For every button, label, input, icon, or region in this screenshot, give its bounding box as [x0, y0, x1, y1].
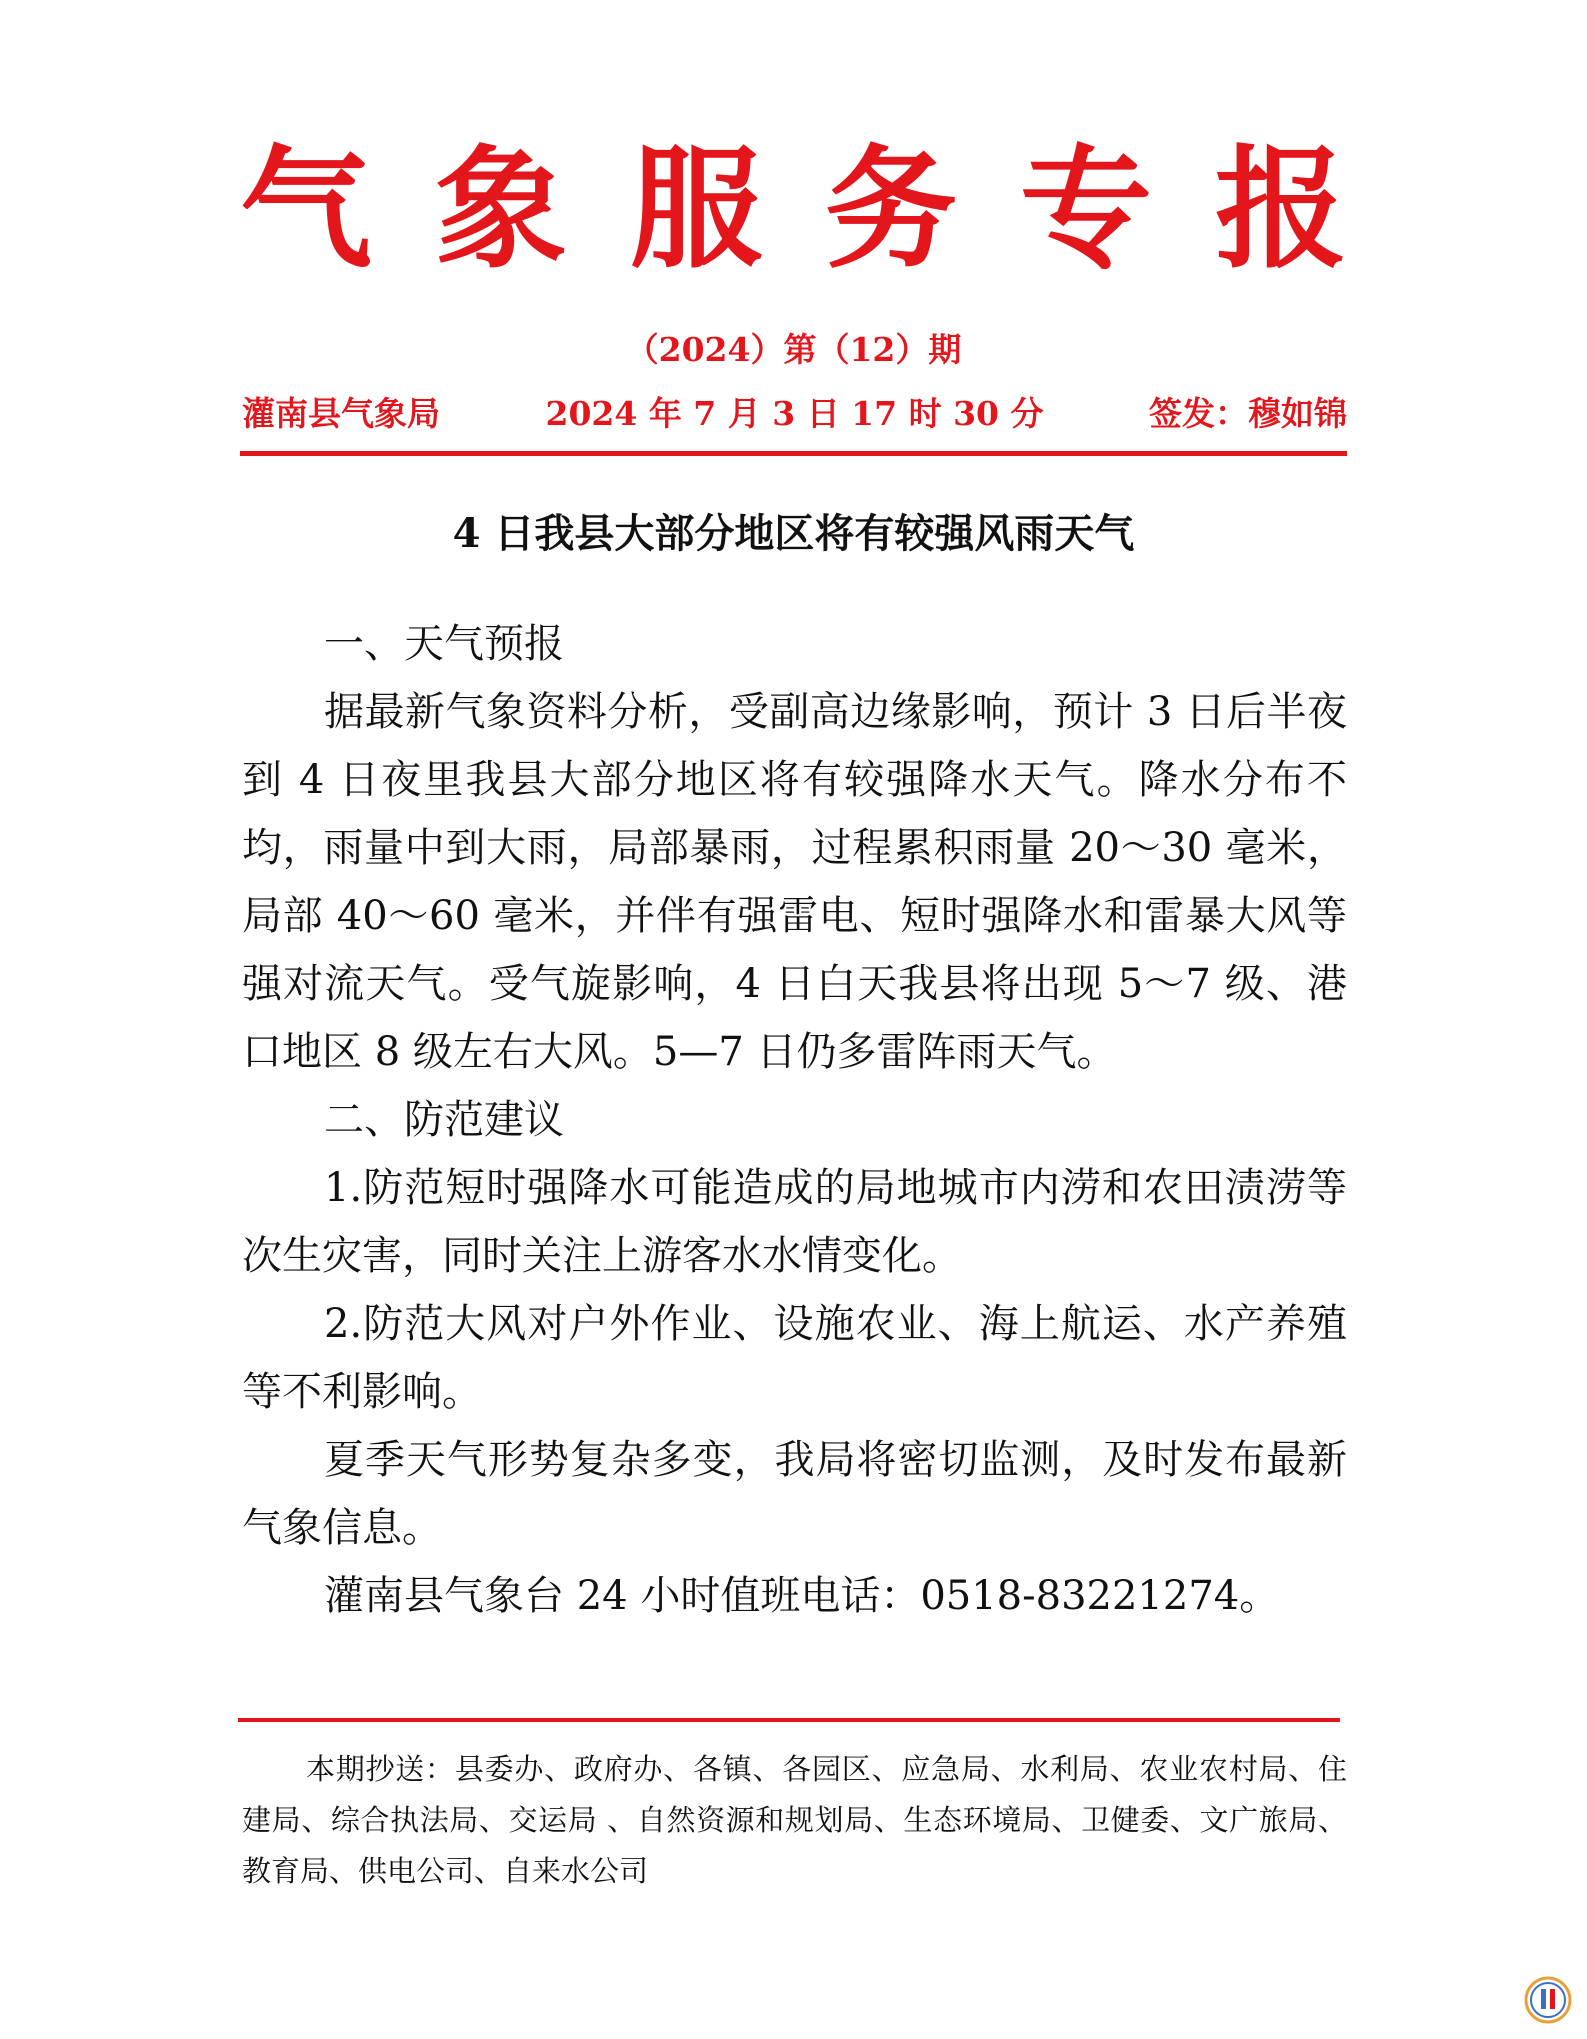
masthead-title [240, 135, 1347, 285]
masthead-char: 服 [630, 133, 762, 287]
advice-paragraph-1: 1.防范短时强降水可能造成的局地城市内涝和农田渍涝等次生灾害，同时关注上游客水水情变化。 [242, 1165, 1347, 1279]
footer-divider [238, 1718, 1340, 1722]
signer: 签发：穆如锦 [1148, 394, 1347, 433]
masthead-char: 报 [1215, 133, 1347, 287]
hotline-paragraph: 灌南县气象台 24 小时值班电话：0518-83221274。 [324, 1573, 1280, 1619]
closing-paragraph: 夏季天气形势复杂多变，我局将密切监测，及时发布最新气象信息。 [242, 1437, 1347, 1551]
meta-row [242, 388, 1347, 435]
masthead-char: 专 [1020, 133, 1152, 287]
masthead-char: 气 [240, 133, 372, 287]
header-divider [240, 451, 1347, 456]
masthead-char: 务 [825, 133, 957, 287]
document-body [242, 610, 1347, 1630]
distribution-list: 本期抄送：县委办、政府办、各镇、各园区、应急局、水利局、农业农村局、住建局、综合执法局、交运局 、自然资源和规划局、生态环境局、卫健委、文广旅局、教育局、供电公司、自来水公司 [242, 1752, 1347, 1888]
issue-number: （2024）第（12）期 [625, 330, 962, 369]
section-heading-advice: 二、防范建议 [324, 1097, 564, 1143]
document-headline: 4 日我县大部分地区将有较强风雨天气 [452, 510, 1135, 557]
advice-paragraph-2: 2.防范大风对户外作业、设施农业、海上航运、水产养殖等不利影响。 [242, 1301, 1347, 1415]
masthead-char: 象 [435, 133, 567, 287]
watermark-logo [1523, 1975, 1573, 2025]
issue-datetime: 2024 年 7 月 3 日 17 时 30 分 [545, 394, 1044, 433]
forecast-paragraph: 据最新气象资料分析，受副高边缘影响，预计 3 日后半夜到 4 日夜里我县大部分地区将有较强降水天气。降水分布不均，雨量中到大雨，局部暴雨，过程累积雨量 20～30 毫米，局部 40～60 毫米，并伴有强雷电、短时强降水和雷暴大风等强对流天气。受气旋影响，4 日白天我县将出现 5～7 级、港口地区 8 级左右大风。5—7 日仍多雷阵雨天气。 [242, 689, 1347, 1075]
issuer-name: 灌南县气象局 [242, 394, 440, 433]
circular-logo-icon [1523, 1975, 1573, 2025]
section-heading-forecast: 一、天气预报 [324, 621, 564, 667]
